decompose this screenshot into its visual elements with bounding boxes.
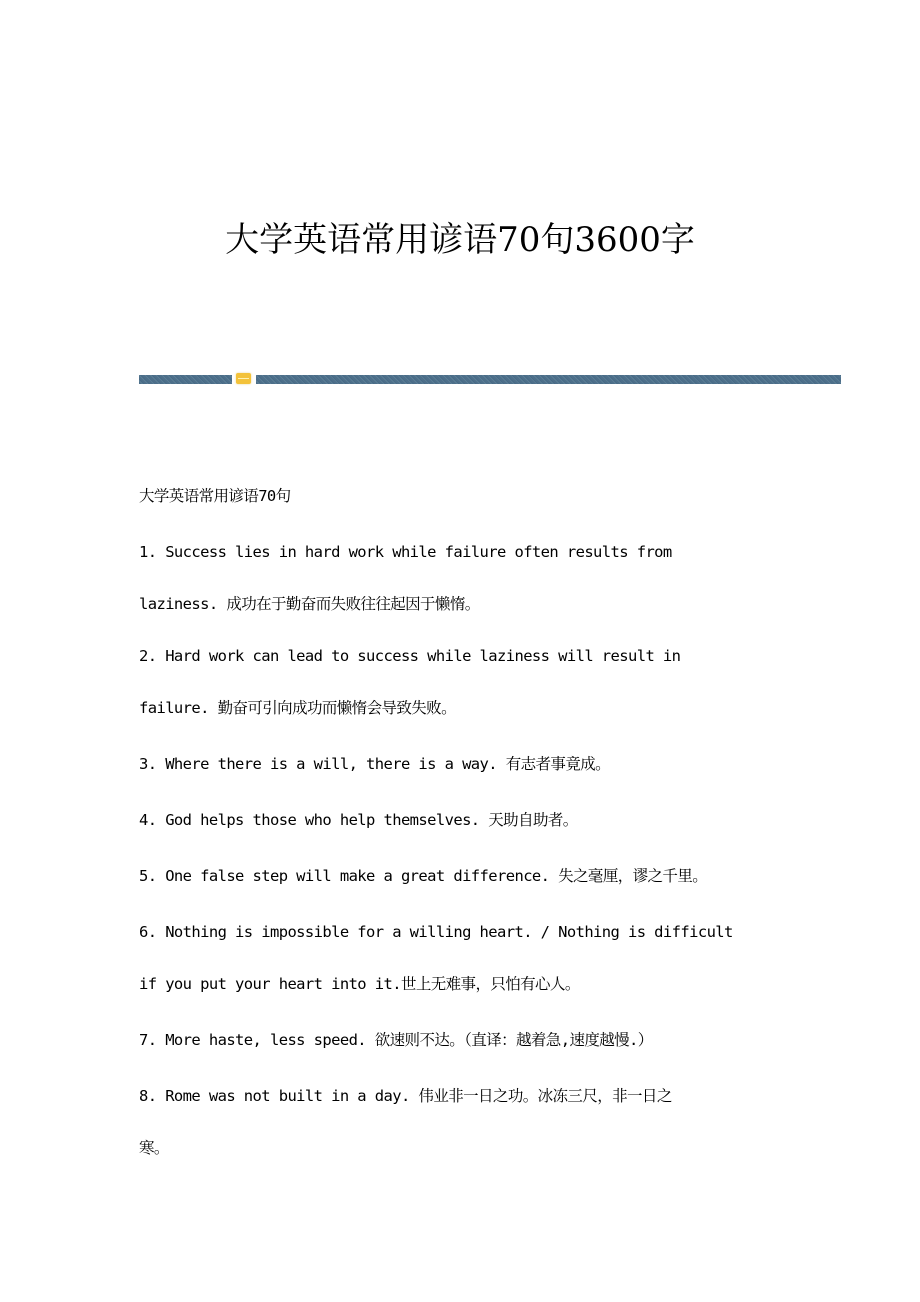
proverb-line: 4. God helps those who help themselves. 天助自助者。 — [139, 811, 578, 829]
proverb-line: laziness. 成功在于勤奋而失败往往起因于懒惰。 — [139, 595, 480, 613]
proverb-line: 1. Success lies in hard work while failure often results from — [139, 543, 672, 561]
proverb-line: failure. 勤奋可引向成功而懒惰会导致失败。 — [139, 699, 456, 717]
divider-bar-right — [256, 375, 841, 384]
document-body — [139, 470, 779, 1174]
proverb-5 — [139, 850, 779, 902]
proverb-line: 3. Where there is a will, there is a way. 有志者事竟成。 — [139, 755, 611, 773]
proverb-line: 6. Nothing is impossible for a willing heart. / Nothing is difficult — [139, 923, 733, 941]
proverb-2 — [139, 630, 779, 734]
title-divider — [139, 375, 841, 384]
proverb-line: 5. One false step will make a great difference. 失之毫厘，谬之千里。 — [139, 867, 708, 885]
proverb-3 — [139, 738, 779, 790]
proverb-line: 2. Hard work can lead to success while laziness will result in — [139, 647, 681, 665]
proverb-1 — [139, 526, 779, 630]
gold-ornament-icon — [236, 373, 251, 384]
proverb-line: if you put your heart into it.世上无难事，只怕有心人。 — [139, 975, 580, 993]
document-title: 大学英语常用谚语70句3600字 — [225, 220, 695, 260]
proverb-6 — [139, 906, 779, 1010]
divider-bar-left — [139, 375, 232, 384]
proverb-4 — [139, 794, 779, 846]
proverb-8 — [139, 1070, 779, 1174]
proverb-line: 7. More haste, less speed. 欲速则不达。（直译：越着急,速度越慢.） — [139, 1031, 653, 1049]
proverb-line: 寒。 — [139, 1139, 169, 1157]
proverb-line: 8. Rome was not built in a day. 伟业非一日之功。冰冻三尺，非一日之 — [139, 1087, 672, 1105]
proverb-7 — [139, 1014, 779, 1066]
section-subtitle: 大学英语常用谚语70句 — [139, 487, 291, 505]
